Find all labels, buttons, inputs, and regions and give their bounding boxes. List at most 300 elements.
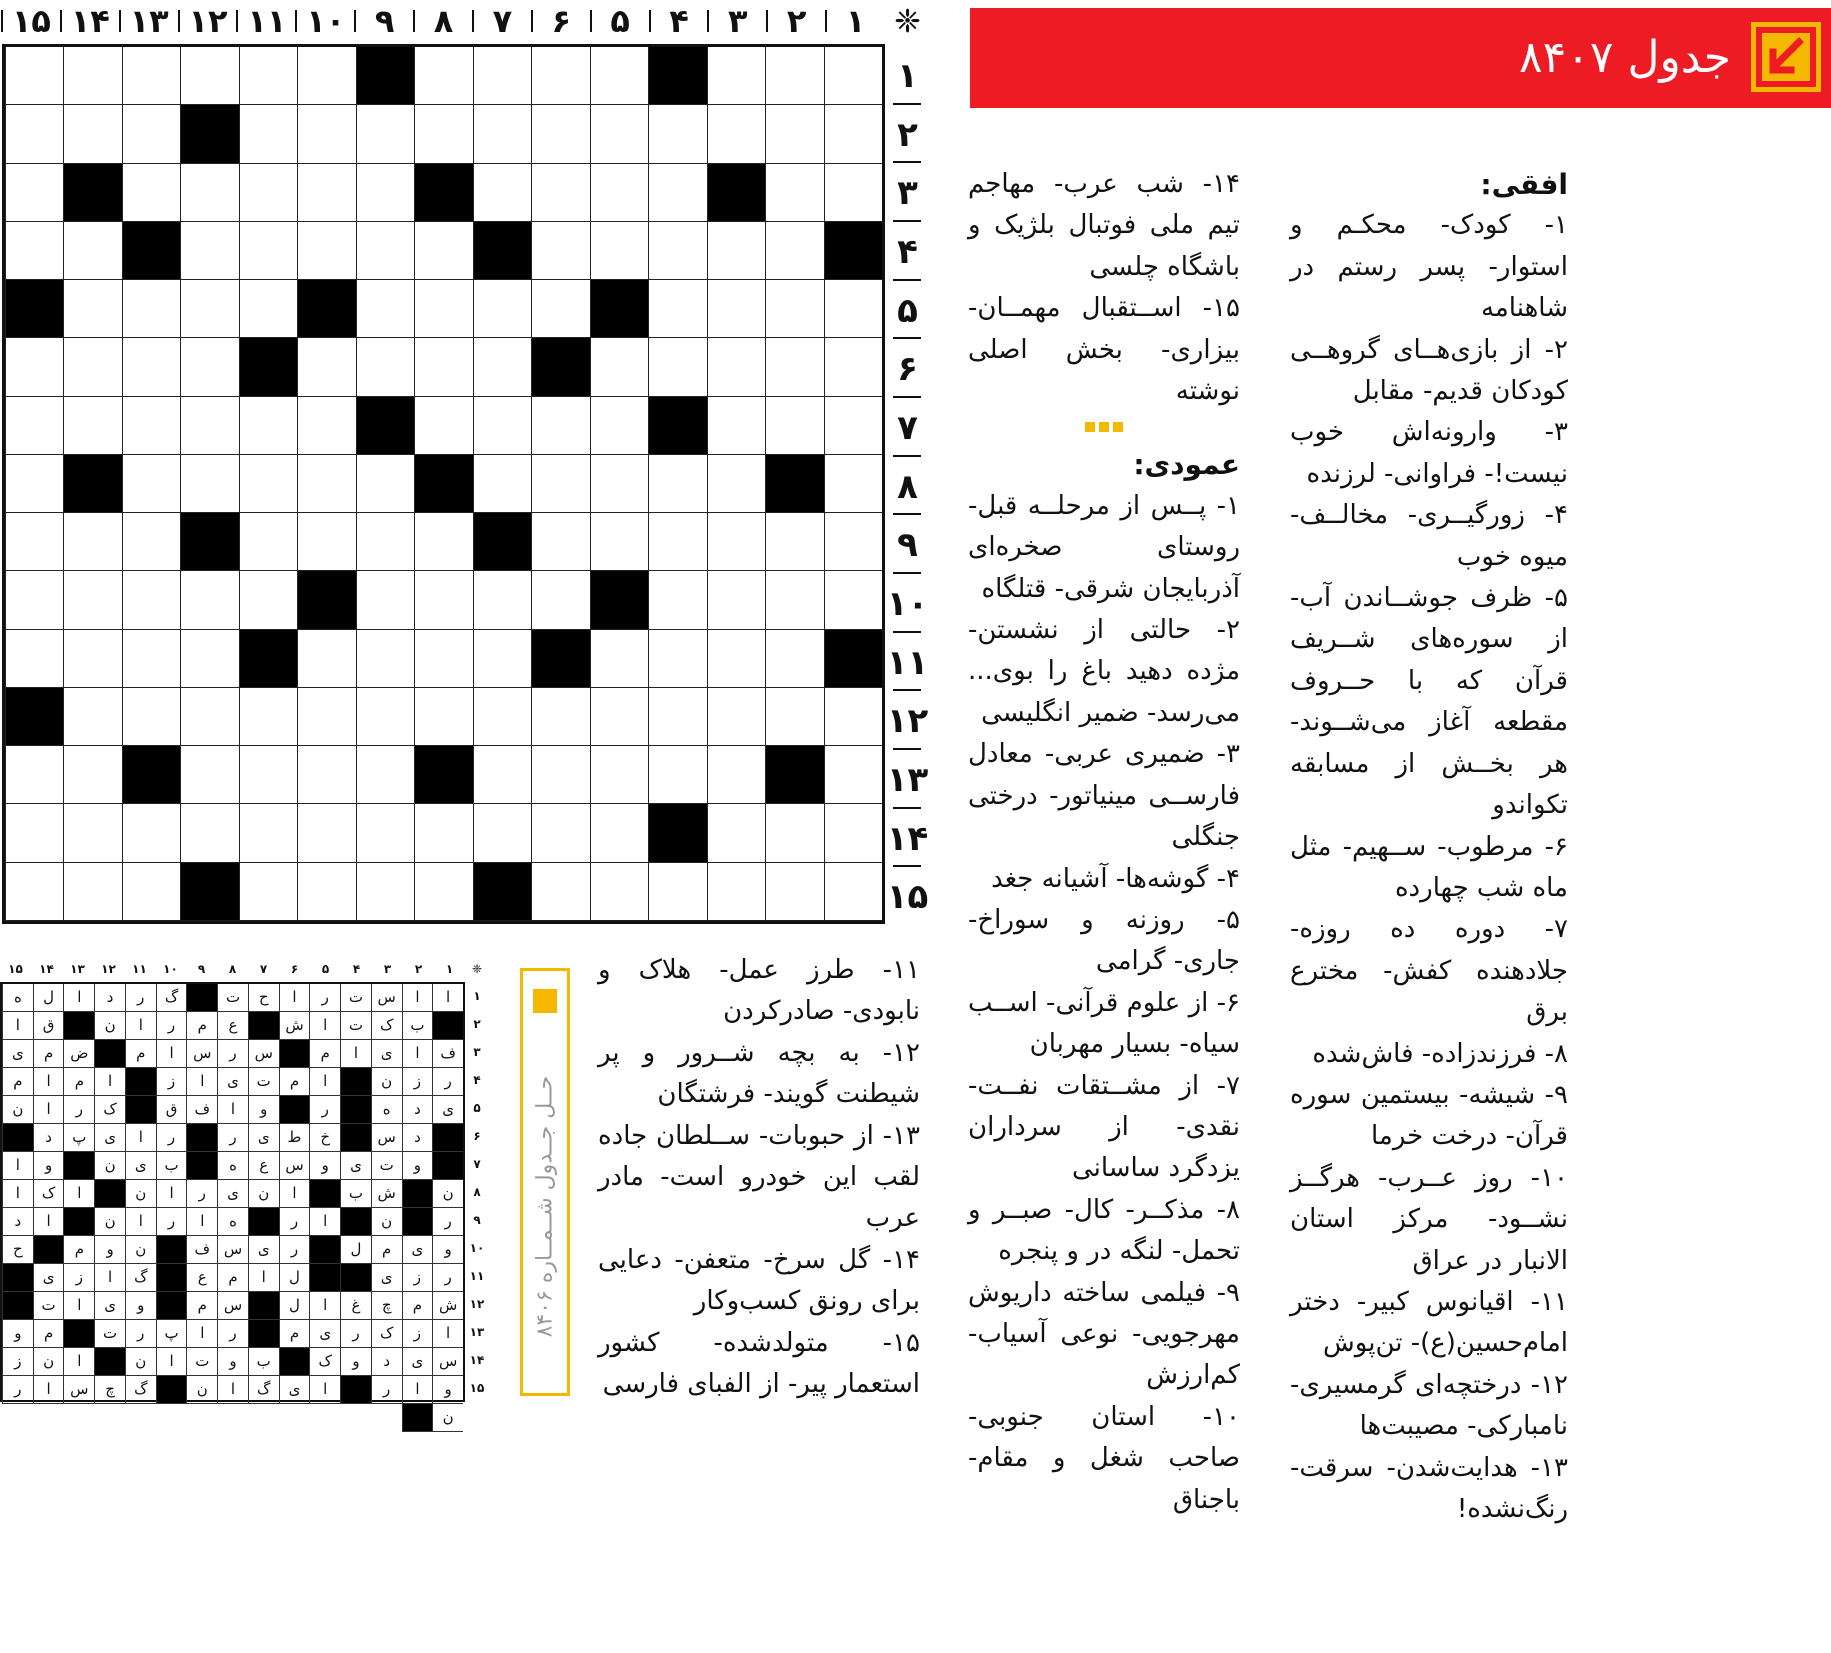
- grid-cell[interactable]: [122, 455, 180, 513]
- grid-cell[interactable]: [590, 455, 648, 513]
- grid-cell[interactable]: [239, 571, 297, 629]
- grid-cell[interactable]: [63, 397, 121, 455]
- grid-cell[interactable]: [414, 688, 472, 746]
- grid-cell[interactable]: [590, 863, 648, 921]
- grid-cell[interactable]: [707, 338, 765, 396]
- column-number: ۱۲: [188, 2, 228, 40]
- solution-cell: ش: [279, 1012, 310, 1040]
- grid-cell[interactable]: [63, 47, 121, 105]
- solution-row-number: ۱۴: [469, 1353, 485, 1367]
- grid-cell[interactable]: [473, 280, 531, 338]
- solution-cell: ل: [340, 1236, 371, 1264]
- grid-cell[interactable]: [707, 571, 765, 629]
- grid-cell[interactable]: [531, 105, 589, 163]
- solution-cell: م: [125, 1040, 156, 1068]
- column-number: ۶: [551, 2, 571, 40]
- grid-cell[interactable]: [63, 222, 121, 280]
- solution-cell: ت: [248, 1068, 279, 1096]
- solution-cell: د: [33, 1124, 64, 1152]
- grid-cell[interactable]: [824, 455, 882, 513]
- clues-column-2: [968, 164, 1240, 1521]
- grid-cell[interactable]: [180, 280, 238, 338]
- grid-cell[interactable]: [63, 746, 121, 804]
- grid-cell[interactable]: [122, 397, 180, 455]
- black-cell: [590, 571, 648, 629]
- grid-cell[interactable]: [5, 513, 63, 571]
- grid-cell[interactable]: [648, 280, 706, 338]
- grid-cell[interactable]: [473, 688, 531, 746]
- grid-cell[interactable]: [356, 105, 414, 163]
- row-number: ۶: [897, 349, 918, 390]
- solution-cell: و: [402, 1152, 433, 1180]
- across-clues-part-2: [968, 164, 1240, 412]
- solution-cell: ت: [217, 984, 248, 1012]
- solution-cell: ر: [125, 984, 156, 1012]
- solution-black-cell: [340, 1376, 371, 1404]
- solution-cell: ر: [432, 1264, 463, 1292]
- grid-cell[interactable]: [239, 863, 297, 921]
- grid-cell[interactable]: [5, 863, 63, 921]
- grid-cell[interactable]: [824, 164, 882, 222]
- solution-cell: ا: [94, 1264, 125, 1292]
- grid-cell[interactable]: [824, 105, 882, 163]
- grid-cell[interactable]: [590, 513, 648, 571]
- grid-cell[interactable]: [473, 571, 531, 629]
- grid-cell[interactable]: [531, 863, 589, 921]
- grid-cell[interactable]: [356, 804, 414, 862]
- grid-cell[interactable]: [297, 746, 355, 804]
- solution-black-cell: [2, 1264, 33, 1292]
- across-clue: ۱۰- روز عــرب- هرگــز نشــود- مرکز استان الانبار در عراق: [1290, 1162, 1568, 1276]
- black-cell: [648, 47, 706, 105]
- solution-black-cell: [248, 1292, 279, 1320]
- grid-cell[interactable]: [765, 164, 823, 222]
- solution-black-cell: [340, 1208, 371, 1236]
- grid-cell[interactable]: [824, 863, 882, 921]
- solution-row-number: ۵: [473, 1101, 481, 1115]
- grid-cell[interactable]: [414, 630, 472, 688]
- grid-cell[interactable]: [122, 804, 180, 862]
- grid-cell[interactable]: [707, 455, 765, 513]
- grid-cell[interactable]: [356, 455, 414, 513]
- grid-cell[interactable]: [63, 280, 121, 338]
- grid-cell[interactable]: [5, 746, 63, 804]
- grid-cell[interactable]: [765, 688, 823, 746]
- grid-cell[interactable]: [180, 630, 238, 688]
- grid-cell[interactable]: [824, 571, 882, 629]
- grid-cell[interactable]: [180, 804, 238, 862]
- grid-cell[interactable]: [180, 222, 238, 280]
- solution-column-number: ۱: [445, 962, 454, 976]
- solution-cell: ن: [33, 1348, 64, 1376]
- solution-cell: ا: [309, 1208, 340, 1236]
- solution-cell: ک: [309, 1348, 340, 1376]
- grid-cell[interactable]: [297, 804, 355, 862]
- grid-cell[interactable]: [239, 688, 297, 746]
- grid-cell[interactable]: [648, 513, 706, 571]
- grid-cell[interactable]: [239, 397, 297, 455]
- grid-cell[interactable]: [297, 513, 355, 571]
- grid-cell[interactable]: [356, 513, 414, 571]
- grid-cell[interactable]: [239, 804, 297, 862]
- solution-cell: ا: [402, 1376, 433, 1404]
- grid-cell[interactable]: [297, 863, 355, 921]
- solution-cell: ک: [33, 1180, 64, 1208]
- grid-cell[interactable]: [707, 630, 765, 688]
- grid-cell[interactable]: [5, 630, 63, 688]
- grid-cell[interactable]: [356, 571, 414, 629]
- grid-cell[interactable]: [473, 630, 531, 688]
- solution-row-number: ۱۱: [469, 1269, 485, 1283]
- grid-cell[interactable]: [590, 164, 648, 222]
- grid-cell[interactable]: [297, 397, 355, 455]
- grid-cell[interactable]: [5, 105, 63, 163]
- grid-cell[interactable]: [707, 397, 765, 455]
- row-number: ۴: [897, 232, 918, 272]
- grid-cell[interactable]: [297, 688, 355, 746]
- grid-cell[interactable]: [122, 338, 180, 396]
- solution-black-cell: [279, 1096, 310, 1124]
- grid-cell[interactable]: [765, 397, 823, 455]
- grid-cell[interactable]: [63, 571, 121, 629]
- grid-cell[interactable]: [122, 630, 180, 688]
- grid-cell[interactable]: [531, 47, 589, 105]
- solution-black-cell: [2, 1292, 33, 1320]
- grid-cell[interactable]: [180, 164, 238, 222]
- black-cell: [297, 280, 355, 338]
- grid-cell[interactable]: [63, 338, 121, 396]
- solution-cell: م: [63, 1068, 94, 1096]
- solution-cell: س: [248, 1040, 279, 1068]
- grid-cell[interactable]: [297, 455, 355, 513]
- solution-cell: چ: [94, 1376, 125, 1404]
- grid-cell[interactable]: [648, 688, 706, 746]
- grid-cell[interactable]: [414, 804, 472, 862]
- grid-cell[interactable]: [122, 513, 180, 571]
- solution-cell: ا: [125, 1208, 156, 1236]
- grid-cell[interactable]: [414, 47, 472, 105]
- black-cell: [356, 397, 414, 455]
- solution-cell: ا: [125, 1012, 156, 1040]
- grid-cell[interactable]: [473, 455, 531, 513]
- grid-cell[interactable]: [297, 222, 355, 280]
- grid-cell[interactable]: [63, 105, 121, 163]
- solution-black-cell: [248, 1012, 279, 1040]
- solution-cell: ا: [402, 1040, 433, 1068]
- grid-cell[interactable]: [414, 280, 472, 338]
- grid-cell[interactable]: [180, 688, 238, 746]
- grid-cell[interactable]: [239, 164, 297, 222]
- grid-cell[interactable]: [63, 630, 121, 688]
- row-number: ۹: [897, 525, 918, 566]
- grid-cell[interactable]: [531, 804, 589, 862]
- grid-cell[interactable]: [414, 105, 472, 163]
- grid-cell[interactable]: [356, 630, 414, 688]
- column-number: ۱۱: [247, 2, 287, 40]
- solution-black-cell: [94, 1040, 125, 1068]
- grid-cell[interactable]: [122, 105, 180, 163]
- grid-cell[interactable]: [473, 804, 531, 862]
- grid-cell[interactable]: [765, 47, 823, 105]
- grid-cell[interactable]: [765, 513, 823, 571]
- solution-row-number: ۲: [473, 1017, 481, 1031]
- grid-cell[interactable]: [473, 164, 531, 222]
- page-title: جدول ۸۴۰۷: [1518, 32, 1731, 83]
- grid-cell[interactable]: [473, 746, 531, 804]
- solution-cell: ز: [402, 1264, 433, 1292]
- solution-black-cell: [125, 1096, 156, 1124]
- solution-cell: س: [371, 984, 402, 1012]
- grid-cell[interactable]: [239, 280, 297, 338]
- grid-cell[interactable]: [414, 571, 472, 629]
- grid-cell[interactable]: [5, 47, 63, 105]
- grid-cell[interactable]: [824, 746, 882, 804]
- grid-cell[interactable]: [297, 338, 355, 396]
- grid-cell[interactable]: [590, 804, 648, 862]
- grid-cell[interactable]: [590, 222, 648, 280]
- grid-cell[interactable]: [356, 863, 414, 921]
- across-clue: ۱۴- شب عرب- مهاجم تیم ملی فوتبال بلژیک و باشگاه چلسی: [968, 169, 1240, 282]
- grid-cell[interactable]: [765, 571, 823, 629]
- grid-cell[interactable]: [648, 746, 706, 804]
- grid-cell[interactable]: [356, 688, 414, 746]
- down-clue: ۲- حالتی از نشستن- مژده دهید باغ را بوی... می‌رسد- ضمیر انگلیسی: [968, 615, 1240, 728]
- solution-column-number: ۳: [383, 962, 392, 976]
- solution-cell: ا: [63, 984, 94, 1012]
- black-cell: [824, 222, 882, 280]
- row-separator: [893, 455, 921, 457]
- row-separator: [893, 396, 921, 398]
- grid-cell[interactable]: [648, 222, 706, 280]
- grid-cell[interactable]: [590, 630, 648, 688]
- solution-cell: ا: [33, 1096, 64, 1124]
- column-number: ۱۳: [129, 2, 169, 40]
- grid-cell[interactable]: [648, 571, 706, 629]
- down-clue: ۱۲- به بچه شــرور و پر شیطنت گویند- فرشتگان: [598, 1037, 920, 1110]
- grid-cell[interactable]: [473, 338, 531, 396]
- grid-cell[interactable]: [824, 47, 882, 105]
- column-number: ۸: [433, 2, 454, 40]
- solution-black-cell: [309, 1264, 340, 1292]
- grid-cell[interactable]: [473, 105, 531, 163]
- grid-cell[interactable]: [648, 164, 706, 222]
- black-cell: [531, 630, 589, 688]
- grid-cell[interactable]: [63, 863, 121, 921]
- grid-cell[interactable]: [63, 804, 121, 862]
- column-number: ۴: [669, 2, 689, 40]
- grid-cell[interactable]: [239, 105, 297, 163]
- grid-cell[interactable]: [824, 338, 882, 396]
- solution-cell: ر: [217, 1124, 248, 1152]
- grid-cell[interactable]: [824, 280, 882, 338]
- grid-cell[interactable]: [63, 688, 121, 746]
- column-number: ۱۰: [306, 2, 346, 40]
- grid-cell[interactable]: [122, 47, 180, 105]
- grid-cell[interactable]: [707, 105, 765, 163]
- grid-cell[interactable]: [356, 280, 414, 338]
- grid-cell[interactable]: [297, 47, 355, 105]
- grid-cell[interactable]: [122, 571, 180, 629]
- solution-cell: ک: [371, 1320, 402, 1348]
- grid-cell[interactable]: [648, 105, 706, 163]
- grid-cell[interactable]: [239, 513, 297, 571]
- grid-cell[interactable]: [239, 222, 297, 280]
- grid-cell[interactable]: [648, 338, 706, 396]
- solution-black-cell: [248, 1208, 279, 1236]
- grid-cell[interactable]: [648, 863, 706, 921]
- grid-cell[interactable]: [180, 746, 238, 804]
- grid-cell[interactable]: [414, 513, 472, 571]
- grid-cell[interactable]: [473, 397, 531, 455]
- solution-cell: د: [2, 1208, 33, 1236]
- solution-cell: ی: [125, 1152, 156, 1180]
- solution-cell: ت: [186, 1348, 217, 1376]
- grid-cell[interactable]: [648, 455, 706, 513]
- solution-cell: ا: [63, 1348, 94, 1376]
- solution-cell: م: [33, 1320, 64, 1348]
- grid-cell[interactable]: [297, 105, 355, 163]
- down-clue: ۶- از علوم قرآنی- اســب سیاه- بسیار مهربان: [968, 987, 1240, 1060]
- grid-cell[interactable]: [824, 397, 882, 455]
- black-cell: [648, 804, 706, 862]
- grid-cell[interactable]: [765, 804, 823, 862]
- grid-cell[interactable]: [5, 222, 63, 280]
- row-separator: [893, 337, 921, 339]
- grid-cell[interactable]: [414, 222, 472, 280]
- grid-cell[interactable]: [590, 47, 648, 105]
- grid-cell[interactable]: [180, 338, 238, 396]
- grid-cell[interactable]: [765, 222, 823, 280]
- grid-cell[interactable]: [180, 571, 238, 629]
- solution-black-cell: [402, 1180, 433, 1208]
- grid-cell[interactable]: [239, 47, 297, 105]
- grid-cell[interactable]: [414, 397, 472, 455]
- grid-cell[interactable]: [707, 513, 765, 571]
- grid-cell[interactable]: [765, 863, 823, 921]
- grid-cell[interactable]: [531, 397, 589, 455]
- grid-cell[interactable]: [531, 513, 589, 571]
- grid-cell[interactable]: [239, 746, 297, 804]
- grid-cell[interactable]: [590, 338, 648, 396]
- grid-cell[interactable]: [531, 455, 589, 513]
- grid-cell[interactable]: [707, 280, 765, 338]
- grid-cell[interactable]: [356, 222, 414, 280]
- column-number: ۳: [728, 2, 748, 40]
- grid-cell[interactable]: [414, 863, 472, 921]
- grid-cell[interactable]: [180, 397, 238, 455]
- row-separator: [893, 513, 921, 515]
- corner-symbol: ❈: [894, 2, 921, 40]
- solution-cell: ن: [186, 1376, 217, 1404]
- column-number: ۱۵: [11, 2, 51, 40]
- grid-cell[interactable]: [707, 47, 765, 105]
- grid-cell[interactable]: [122, 863, 180, 921]
- across-clue: ۱- کودک- محکـم و استوار- پسر رستم در شاهنامه: [1290, 210, 1568, 324]
- grid-cell[interactable]: [590, 746, 648, 804]
- grid-cell[interactable]: [824, 513, 882, 571]
- separator-dots: [968, 422, 1240, 432]
- grid-cell[interactable]: [707, 222, 765, 280]
- grid-cell[interactable]: [531, 688, 589, 746]
- grid-cell[interactable]: [122, 280, 180, 338]
- grid-cell[interactable]: [765, 280, 823, 338]
- solution-black-cell: [340, 1096, 371, 1124]
- down-clue: ۳- ضمیری عربی- معادل فارســی مینیاتور- درختی جنگلی: [968, 739, 1240, 853]
- grid-cell[interactable]: [590, 397, 648, 455]
- black-cell: [180, 513, 238, 571]
- grid-cell[interactable]: [5, 164, 63, 222]
- grid-cell[interactable]: [765, 105, 823, 163]
- solution-cell: گ: [125, 1264, 156, 1292]
- grid-cell[interactable]: [648, 630, 706, 688]
- grid-cell[interactable]: [356, 164, 414, 222]
- across-clue: ۸- فرزندزاده- فاش‌شده: [1312, 1038, 1568, 1069]
- solution-black-cell: [432, 1012, 463, 1040]
- black-cell: [473, 863, 531, 921]
- solution-column-number: ۲: [414, 962, 423, 976]
- grid-cell[interactable]: [122, 164, 180, 222]
- grid-cell[interactable]: [531, 164, 589, 222]
- solution-cell: ی: [33, 1264, 64, 1292]
- grid-cell[interactable]: [824, 688, 882, 746]
- grid-cell[interactable]: [239, 455, 297, 513]
- grid-cell[interactable]: [590, 105, 648, 163]
- solution-cell: ر: [340, 1320, 371, 1348]
- grid-cell[interactable]: [180, 455, 238, 513]
- grid-cell[interactable]: [5, 397, 63, 455]
- down-clue: ۱۰- استان جنوبی- صاحب شغل و مقام- باجناق: [968, 1401, 1240, 1515]
- grid-cell[interactable]: [297, 630, 355, 688]
- grid-cell[interactable]: [531, 222, 589, 280]
- solution-corner-symbol: ❈: [471, 962, 483, 976]
- grid-cell[interactable]: [356, 338, 414, 396]
- black-cell: [5, 280, 63, 338]
- grid-cell[interactable]: [531, 746, 589, 804]
- grid-cell[interactable]: [297, 164, 355, 222]
- grid-cell[interactable]: [414, 338, 472, 396]
- grid-cell[interactable]: [531, 571, 589, 629]
- grid-cell[interactable]: [5, 338, 63, 396]
- grid-cell[interactable]: [473, 47, 531, 105]
- grid-cell[interactable]: [180, 47, 238, 105]
- grid-cell[interactable]: [824, 804, 882, 862]
- solution-cell: ق: [156, 1096, 187, 1124]
- grid-cell[interactable]: [63, 513, 121, 571]
- grid-cell[interactable]: [356, 746, 414, 804]
- grid-cell[interactable]: [707, 804, 765, 862]
- grid-cell[interactable]: [765, 338, 823, 396]
- column-number: ۹: [374, 2, 395, 40]
- grid-cell[interactable]: [122, 688, 180, 746]
- grid-cell[interactable]: [707, 746, 765, 804]
- grid-cell[interactable]: [765, 630, 823, 688]
- solution-row-number: ۱۰: [469, 1241, 485, 1255]
- black-cell: [5, 688, 63, 746]
- grid-cell[interactable]: [5, 804, 63, 862]
- grid-cell[interactable]: [707, 688, 765, 746]
- solution-cell: ک: [94, 1096, 125, 1124]
- solution-cell: س: [432, 1348, 463, 1376]
- row-number: ۱۱: [886, 642, 929, 683]
- black-cell: [63, 164, 121, 222]
- grid-cell[interactable]: [590, 688, 648, 746]
- grid-cell[interactable]: [531, 280, 589, 338]
- grid-cell[interactable]: [5, 455, 63, 513]
- solution-black-cell: [156, 1292, 187, 1320]
- solution-cell: ا: [309, 1068, 340, 1096]
- grid-cell[interactable]: [707, 863, 765, 921]
- grid-cell[interactable]: [5, 571, 63, 629]
